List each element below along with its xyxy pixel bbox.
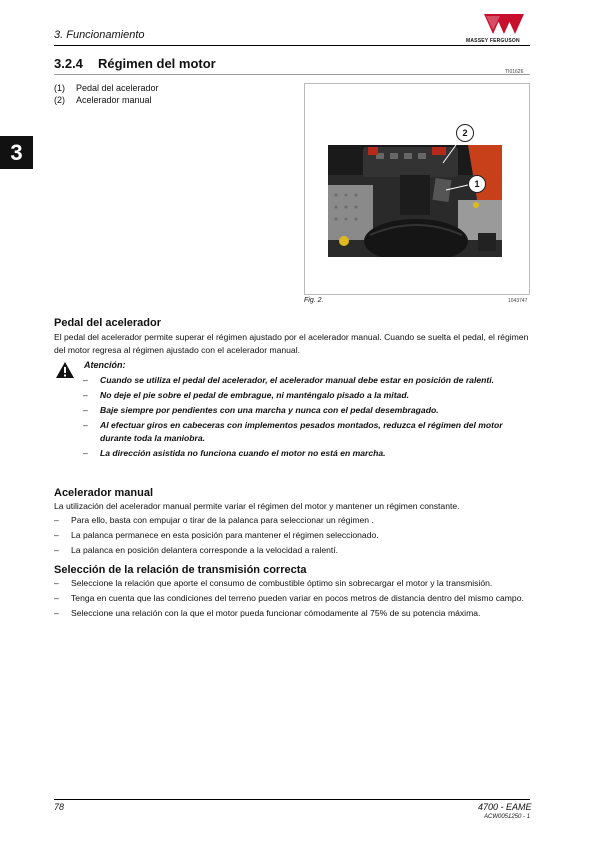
warning-list [83, 374, 531, 462]
manual-heading: Acelerador manual [54, 487, 154, 499]
section-ref-code: TI01626 [505, 69, 524, 75]
manual-item: – Para ello, basta con empujar o tirar de la palanca para seleccionar un régimen . [54, 514, 531, 527]
transmission-heading: Selección de la relación de transmisión correcta [54, 564, 307, 576]
manual-item: – La palanca permanece en esta posición para mantener el régimen seleccionado. [54, 529, 531, 542]
callout-1: 1 [468, 175, 486, 193]
transmission-list [54, 577, 531, 622]
transmission-item: – Tenga en cuenta que las condiciones del terreno pueden variar en pocos metros de distancia dentro del mismo campo. [54, 592, 531, 605]
footer-rule [54, 799, 530, 800]
doc-code: ACW0051250 - 1 [484, 814, 531, 820]
callout-2: 2 [456, 124, 474, 142]
legend-label: Acelerador manual [76, 95, 152, 105]
warning-item: – Baje siempre por pendientes con una marcha y nunca con el pedal desembragado. [83, 404, 531, 417]
section-title: Régimen del motor [98, 56, 216, 71]
model-label: 4700 - EAME [478, 802, 532, 812]
warning-item: – La dirección asistida no funciona cuando el motor no está en marcha. [83, 447, 531, 460]
chapter-tab: 3 [0, 136, 33, 169]
manual-paragraph: La utilización del acelerador manual permite variar el régimen del motor y mantener un régimen constante. [54, 501, 460, 511]
warning-triangle-icon [55, 361, 75, 379]
transmission-item: – Seleccione una relación con la que el motor pueda funcionar cómodamente al 75% de su potencia máxima. [54, 607, 531, 620]
manual-list [54, 514, 531, 559]
figure-caption: Fig. 2. [304, 297, 324, 304]
tractor-cab-photo [328, 145, 502, 257]
manual-item: – La palanca en posición delantera corresponde a la velocidad a ralentí. [54, 544, 531, 557]
pedal-paragraph: El pedal del acelerador permite superar el régimen ajustado por el acelerador manual. Cuando se suelta el pedal, el régimen del motor regresa al régimen ajustado con el acelerador manual. [54, 332, 529, 355]
chapter-title: 3. Funcionamiento [54, 29, 145, 41]
legend-number: (1) [54, 83, 65, 93]
warning-item: – Al efectuar giros en cabeceras con implementos pesados montados, reduzca el régimen del motor durante toda la maniobra. [83, 419, 531, 444]
legend-number: (2) [54, 95, 65, 105]
page-number: 78 [54, 802, 65, 812]
warning-heading: Atención: [84, 360, 126, 370]
warning-item: – No deje el pie sobre el pedal de embrague, ni manténgalo pisado a la mitad. [83, 389, 531, 402]
legend-item [54, 94, 152, 106]
section-number: 3.2.4 [54, 56, 83, 71]
figure-code: 1043747 [508, 298, 528, 304]
legend-item [54, 82, 159, 94]
warning-item: – Cuando se utiliza el pedal del acelerador, el acelerador manual debe estar en posición de ralenti. [83, 374, 531, 387]
brand-name: MASSEY FERGUSON [466, 38, 520, 44]
legend-label: Pedal del acelerador [76, 83, 159, 93]
header-rule [54, 45, 530, 46]
section-rule [54, 74, 530, 75]
transmission-item: – Seleccione la relación que aporte el consumo de combustible óptimo sin sobrecargar el motor y la transmisión. [54, 577, 531, 590]
pedal-heading: Pedal del acelerador [54, 317, 161, 329]
